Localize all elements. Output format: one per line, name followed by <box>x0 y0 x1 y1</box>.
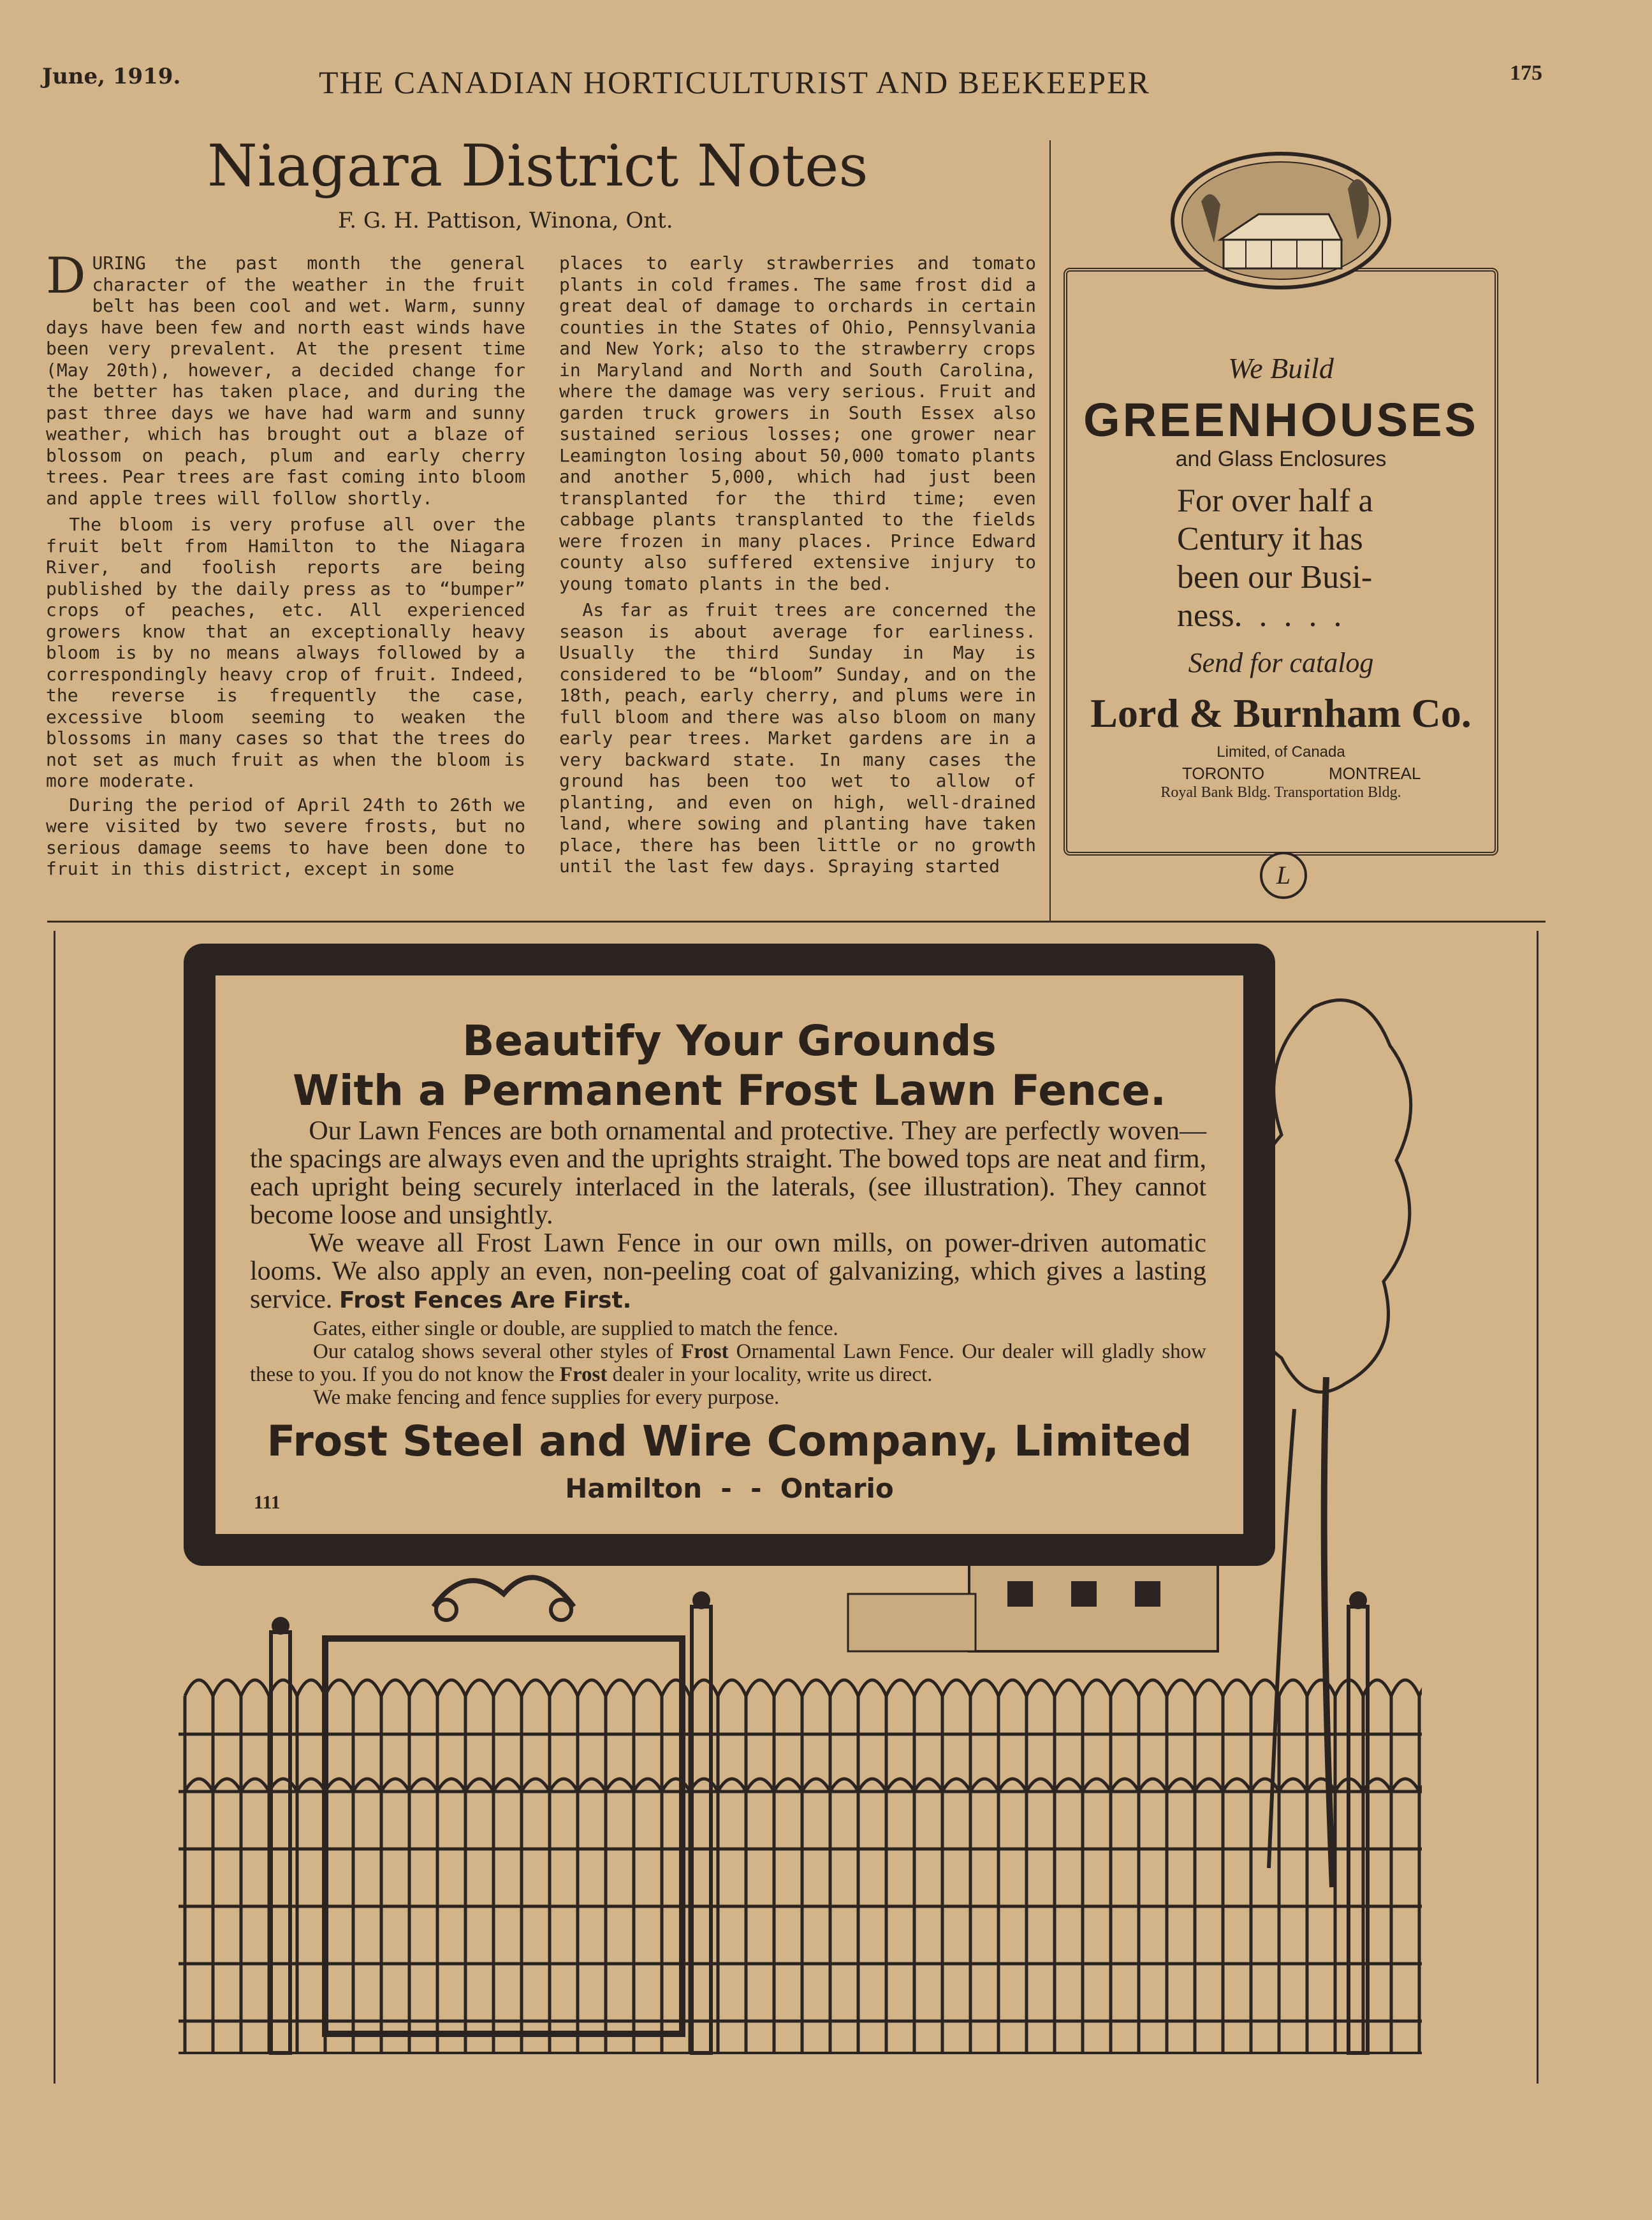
ad-border-left <box>54 931 55 2084</box>
fence-bow <box>241 1680 269 1696</box>
fence-bow <box>1083 1779 1111 1792</box>
fence-bow <box>297 1779 325 1792</box>
ad-body-line: been our Busi- <box>1177 559 1373 595</box>
greenhouse-ad <box>1064 268 1498 889</box>
fence-bow <box>718 1680 746 1696</box>
fence-bow <box>914 1680 942 1696</box>
fence-bow <box>550 1680 578 1696</box>
fence-bow <box>830 1779 858 1792</box>
fence-bow <box>1391 1680 1419 1696</box>
ad-monogram: L <box>1260 852 1307 899</box>
fence-bow <box>1111 1779 1139 1792</box>
ad-border-right <box>1537 931 1539 2084</box>
article-column-2 <box>559 252 1036 877</box>
fence-bow <box>353 1680 381 1696</box>
fence-bow <box>578 1779 606 1792</box>
fence-bow <box>942 1779 970 1792</box>
frost-slogan: Frost Fences Are First. <box>339 1287 632 1313</box>
fence-bow <box>1279 1779 1307 1792</box>
page-number: 175 <box>1510 61 1542 85</box>
ad-body-line: Century it has <box>1177 521 1363 557</box>
fence-bow <box>1419 1680 1422 1696</box>
ad-city-montreal: MONTREAL <box>1329 764 1421 783</box>
fence-bow <box>269 1680 297 1696</box>
drop-cap: D <box>46 247 86 305</box>
fence-bow <box>493 1680 522 1696</box>
fence-bow <box>1027 1680 1055 1696</box>
fence-bow <box>718 1779 746 1792</box>
fence-bow <box>297 1680 325 1696</box>
fence-bow <box>437 1779 465 1792</box>
fence-bow <box>269 1779 297 1792</box>
ad-address: Royal Bank Bldg. Transportation Bldg. <box>1160 784 1401 801</box>
ad-body-line: For over half a <box>1177 483 1373 519</box>
fence-bow <box>465 1779 493 1792</box>
ad-body-text <box>1177 482 1373 635</box>
issue-date: June, 1919. <box>42 64 181 89</box>
fence-bow <box>690 1779 718 1792</box>
fence-bow <box>914 1779 942 1792</box>
fence-bow <box>1279 1680 1307 1696</box>
fence-bow <box>522 1680 550 1696</box>
greenhouse-illustration <box>1163 144 1399 310</box>
fence-bow <box>1307 1680 1335 1696</box>
frost-headline-2: With a Permanent Frost Lawn Fence. <box>293 1066 1166 1115</box>
fence-bow <box>662 1680 690 1696</box>
fence-bow <box>1391 1779 1419 1792</box>
fence-bow <box>465 1680 493 1696</box>
fence-bow <box>1167 1680 1195 1696</box>
article-byline: F. G. H. Pattison, Winona, Ont. <box>338 208 673 233</box>
fence-bow <box>886 1779 914 1792</box>
article-paragraph: places to early strawberries and tomato plants in cold frames. The same frost did a great deal of damage to orchards in certain counties in the States of Ohio, Pennsylvania and New York; also to the strawberry crops in Maryland and North and South Carolina, where the damage was very serious. Fruit and garden truck growers in South Essex also sustained serious losses; one grower near Leamington losing about 50,000 tomato plants and another 5,000, which had just been transplanted for the third time; even cabbage plants transplanted to the fields were frozen in many places. Prince Edward county also suffered extensive injury to young tomato plants in the bed. <box>559 252 1036 594</box>
fence-bow <box>550 1779 578 1792</box>
fence-bow <box>746 1779 774 1792</box>
article-column-1 <box>46 247 525 880</box>
section-divider <box>47 921 1546 923</box>
fence-bow <box>325 1680 353 1696</box>
fence-bow <box>213 1779 241 1792</box>
fence-bow <box>858 1779 886 1792</box>
fence-bow <box>522 1779 550 1792</box>
fence-bow <box>381 1779 409 1792</box>
fence-bow <box>1195 1680 1223 1696</box>
ad-send-catalog: Send for catalog <box>1188 647 1374 678</box>
fence-bow <box>634 1680 662 1696</box>
fence-bow <box>858 1680 886 1696</box>
fence-bow <box>662 1779 690 1792</box>
fence-bow <box>1083 1680 1111 1696</box>
frost-paragraph-2: We weave all Frost Lawn Fence in our own mills, on power-driven automatic looms. We also apply an even, non-peeling coat of galvanizing, which gives a lasting service. Frost Fences Are First. <box>250 1229 1206 1314</box>
fence-bow <box>830 1680 858 1696</box>
fence-bow <box>1251 1779 1279 1792</box>
fence-bow <box>493 1779 522 1792</box>
ad-greenhouses-heading: GREENHOUSES <box>1083 393 1479 446</box>
fence-bow <box>774 1779 802 1792</box>
frost-ad-code: 111 <box>254 1492 281 1513</box>
fence-bow <box>606 1779 634 1792</box>
frost-location: Hamilton - - Ontario <box>565 1473 894 1504</box>
fence-bow <box>1251 1680 1279 1696</box>
fence-bow <box>1027 1779 1055 1792</box>
frost-body <box>250 1117 1206 1409</box>
ad-body-line: ness. . . . . <box>1177 597 1342 634</box>
article-paragraph: During the period of April 24th to 26th we were visited by two severe frosts, but no serious damage seems to have been done to fruit in this district, except in some <box>46 794 525 879</box>
fence-bow <box>970 1680 998 1696</box>
ad-company-name: Lord & Burnham Co. <box>1090 690 1472 736</box>
fence-bow <box>409 1779 437 1792</box>
ad-city-toronto: TORONTO <box>1182 764 1265 783</box>
fence-bow <box>437 1680 465 1696</box>
fence-bow <box>1195 1779 1223 1792</box>
fence-bow <box>998 1779 1027 1792</box>
fence-bow <box>213 1680 241 1696</box>
fence-bow <box>409 1680 437 1696</box>
fence-bow <box>1055 1680 1083 1696</box>
fence-bow <box>746 1680 774 1696</box>
fence-bow <box>578 1680 606 1696</box>
frost-small-line: Our catalog shows several other styles of Frost Ornamental Lawn Fence. Our dealer will gladly show these to you. If you do not know the Frost dealer in your locality, write us direct. <box>250 1340 1207 1386</box>
frost-headline-1: Beautify Your Grounds <box>462 1016 997 1065</box>
article-paragraph: The bloom is very profuse all over the fruit belt from Hamilton to the Niagara River, and foolish reports are being published by the daily press as to “bumper” crops of peaches, etc. All experienced growers know that an exceptionally heavy bloom is by no means always followed by a correspondingly heavy crop of fruit. Indeed, the reverse is frequently the case, excessive bloom seeming to weaken the blossoms in many cases so that the trees do not set as much fruit as when the bloom is more moderate. <box>46 514 525 791</box>
fence-bow <box>353 1779 381 1792</box>
ad-we-build: We Build <box>1228 352 1334 384</box>
frost-small-line: Gates, either single or double, are supplied to match the fence. <box>313 1317 838 1340</box>
frost-small-text <box>250 1317 1206 1409</box>
fence-bow <box>1139 1680 1167 1696</box>
fence-bow <box>802 1680 830 1696</box>
publication-title: THE CANADIAN HORTICULTURIST AND BEEKEEPER <box>319 64 1150 100</box>
fence-bow <box>774 1680 802 1696</box>
fence-bow <box>998 1680 1027 1696</box>
frost-company-name: Frost Steel and Wire Company, Limited <box>267 1417 1192 1466</box>
fence-bow <box>606 1680 634 1696</box>
article-title: Niagara District Notes <box>207 133 868 200</box>
fence-bow <box>241 1779 269 1792</box>
fence-bow <box>381 1680 409 1696</box>
fence-bow <box>942 1680 970 1696</box>
ad-glass-enclosures: and Glass Enclosures <box>1175 447 1387 471</box>
ad-company-sub: Limited, of Canada <box>1217 743 1345 761</box>
article-paragraph: As far as fruit trees are concerned the season is about average for earliness. Usually the third Sunday in May is considered to be “bloom” Sunday, and on the 18th, peach, early cherry, and plums were in full bloom and there was also bloom on many early pear trees. Market gardens are in a very backward state. In many cases the ground has been too wet to allow of planting, and even on high, well-drained land, where sowing and planting have taken place, there has been little or no growth until the last few days. Spraying started <box>559 599 1036 877</box>
fence-bow <box>970 1779 998 1792</box>
frost-small-line: We make fencing and fence supplies for every purpose. <box>313 1386 780 1409</box>
column-divider <box>1049 140 1051 921</box>
fence-bow <box>1223 1779 1251 1792</box>
fence-bow <box>325 1779 353 1792</box>
frost-paragraph-1: Our Lawn Fences are both ornamental and protective. They are perfectly woven—the spacings are always even and the uprights straight. The bowed tops are neat and firm, each upright being securely interlaced in the laterals, (see illustration). They cannot become loose and unsightly. <box>250 1116 1206 1230</box>
fence-bow <box>1139 1779 1167 1792</box>
fence-bow <box>802 1779 830 1792</box>
fence-bow <box>1111 1680 1139 1696</box>
fence-bow <box>886 1680 914 1696</box>
fence-bow <box>185 1680 213 1696</box>
fence-bow <box>185 1779 213 1792</box>
fence-bow <box>1223 1680 1251 1696</box>
article-paragraph: DURING the past month the general character of the weather in the fruit belt has been cool and wet. Warm, sunny days have been few and north east winds have been very prevalent. At the present time (May 20th), however, a decided change for the better has taken place, and during the past three days we have had warm and sunny weather, which has brought out a blaze of blossom on peach, plum and early cherry trees. Pear trees are fast coming into bloom and apple trees will follow shortly. <box>46 247 525 509</box>
fence-bow <box>634 1779 662 1792</box>
fence-bow <box>1167 1779 1195 1792</box>
fence-bow <box>690 1680 718 1696</box>
fence-bow <box>1055 1779 1083 1792</box>
